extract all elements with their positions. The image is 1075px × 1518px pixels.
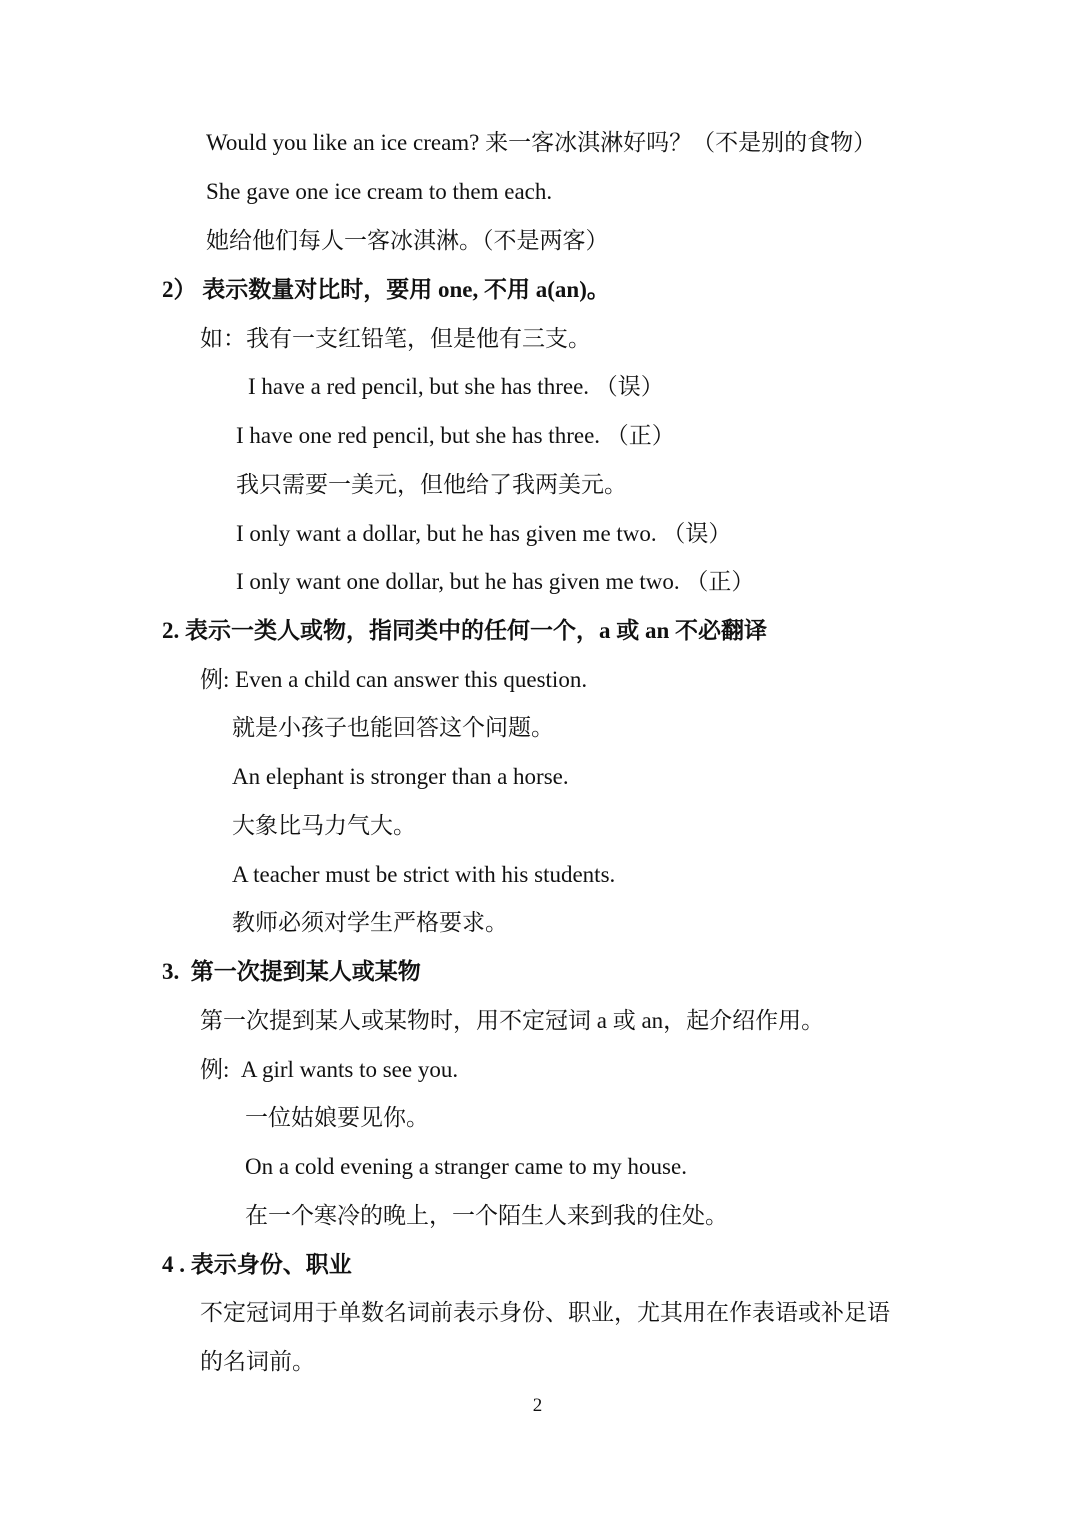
translation-line: 我只需要一美元，但他给了我两美元。 bbox=[236, 472, 627, 497]
example-line: 例: A girl wants to see you. bbox=[200, 1057, 459, 1082]
page-number: 2 bbox=[532, 1395, 543, 1416]
translation-line: 教师必须对学生严格要求。 bbox=[232, 910, 508, 935]
example-line: I have a red pencil, but she has three. （误） bbox=[248, 374, 664, 399]
section-heading: 2. 表示一类人或物，指同类中的任何一个，a 或 an 不必翻译 bbox=[162, 618, 768, 643]
body-text-line: 的名词前。 bbox=[200, 1349, 315, 1374]
example-line: I only want one dollar, but he has given me two. （正） bbox=[236, 569, 755, 594]
example-line: 例: Even a child can answer this question. bbox=[200, 667, 588, 692]
translation-line: 在一个寒冷的晚上，一个陌生人来到我的住处。 bbox=[245, 1203, 728, 1228]
section-heading: 4 . 表示身份、职业 bbox=[162, 1252, 352, 1277]
example-line: I only want a dollar, but he has given me two. （误） bbox=[236, 521, 732, 546]
example-line: She gave one ice cream to them each. bbox=[206, 179, 553, 204]
translation-line: 就是小孩子也能回答这个问题。 bbox=[232, 715, 554, 740]
translation-line: 一位姑娘要见你。 bbox=[245, 1105, 429, 1130]
translation-line: 她给他们每人一客冰淇淋。（不是两客） bbox=[206, 228, 609, 253]
example-line: On a cold evening a stranger came to my house. bbox=[245, 1154, 687, 1179]
example-line: An elephant is stronger than a horse. bbox=[232, 764, 569, 789]
example-intro-line: 如：我有一支红铅笔，但是他有三支。 bbox=[200, 326, 591, 351]
subsection-heading: 2） 表示数量对比时，要用 one, 不用 a(an)。 bbox=[162, 277, 610, 302]
example-line: A teacher must be strict with his students. bbox=[232, 862, 616, 887]
translation-line: 大象比马力气大。 bbox=[232, 813, 416, 838]
body-text-line: 不定冠词用于单数名词前表示身份、职业，尤其用在作表语或补足语 bbox=[200, 1300, 890, 1325]
body-text-line: 第一次提到某人或某物时，用不定冠词 a 或 an，起介绍作用。 bbox=[200, 1008, 825, 1033]
section-heading: 3. 第一次提到某人或某物 bbox=[162, 959, 421, 984]
example-line: I have one red pencil, but she has three. （正） bbox=[236, 423, 675, 448]
example-line: Would you like an ice cream? 来一客冰淇淋好吗？（不是别的食物） bbox=[206, 130, 877, 155]
